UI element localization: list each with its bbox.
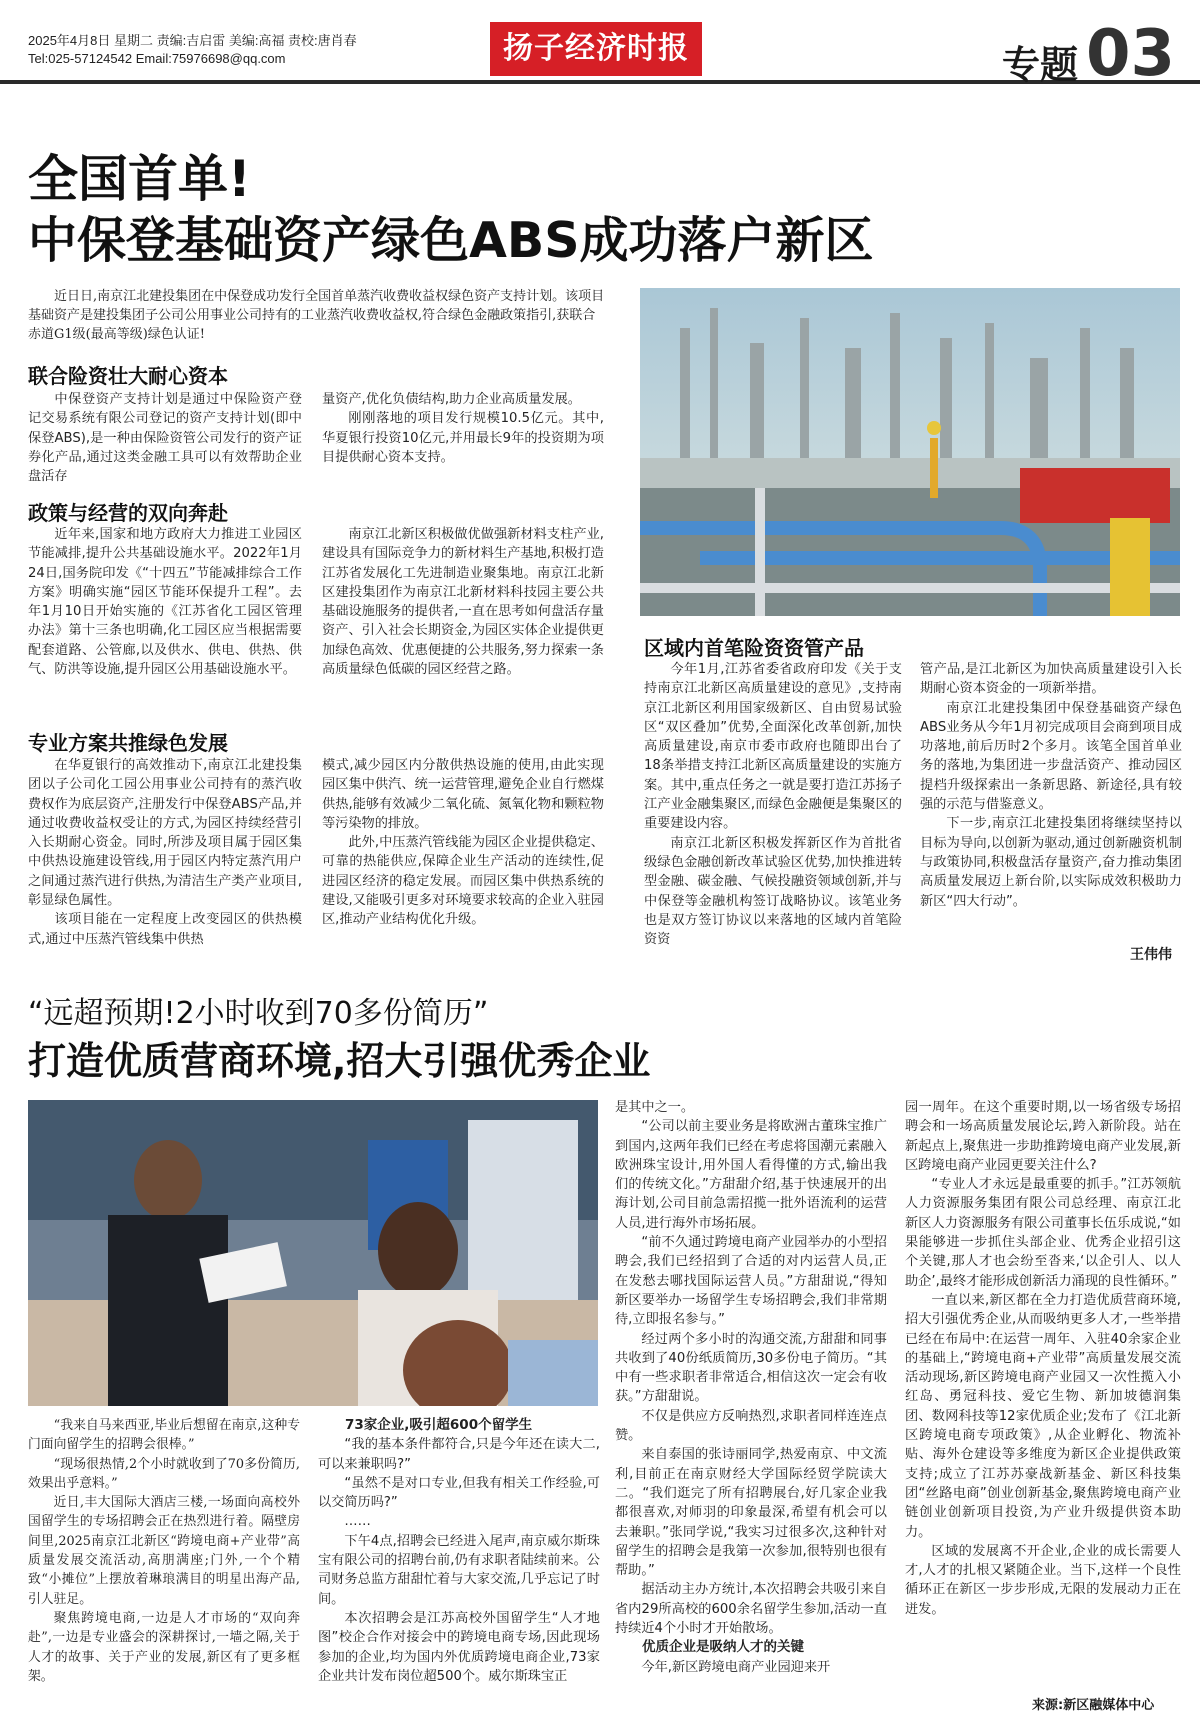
a2-col1-p2: “现场很热情,2个小时就收到了70多份简历,效果出乎意料。” [28, 1456, 300, 1491]
a2-col2 [318, 1416, 600, 1706]
article2-source: 来源:新区融媒体中心 [1032, 1698, 1155, 1713]
a2-col4-p4: 区域的发展离不开企业,企业的成长需要人才,人才的扎根又紧随企业。当下,这样一个良性循环正在新区一步步形成,无限的发展动力正在迸发。 [905, 1543, 1181, 1617]
meta-line-1: 2025年4月8日 星期二 责编:吉启雷 美编:高福 责校:唐肖春 [28, 33, 357, 48]
a2-col1 [28, 1416, 300, 1706]
s4-col2-text-a: 管产品,是江北新区为加快高质量建设引入长期耐心资本资金的一项新举措。 [920, 662, 1182, 697]
s3-col2-text-b: 此外,中压蒸汽管线能为园区企业提供稳定、可靠的热能供应,保障企业生产活动的连续性,促进园区经济的稳定发展。而园区集中供热系统的建设,又能吸引更多对环境要求较高的企业入驻园区,推动产业结构优化升级。 [322, 835, 604, 928]
s3-col2 [322, 756, 604, 966]
a2-col3-p1: 是其中之一。 [615, 1100, 695, 1115]
a2-col3-p8: 今年,新区跨境电商产业园迎来开 [641, 1659, 831, 1675]
s3-col1-text-b: 该项目能在一定程度上改变园区的供热模式,通过中压蒸汽管线集中供热 [28, 912, 302, 947]
a2-col1-p1: “我来自马来西亚,毕业后想留在南京,这种专门面向留学生的招聘会很棒。” [28, 1418, 300, 1453]
a2-col2-subhead: 73家企业,吸引超600个留学生 [345, 1417, 533, 1433]
a2-col4-p3: 一直以来,新区都在全力打造优质营商环境,招大引强优秀企业,从而吸纳更多人才,一些举措已经在布局中:在运营一周年、入驻40余家企业的基础上,“跨境电商+产业带”高质量发展交流活动现场,新区跨境电商产业园又一次性揽入小红岛、勇冠科技、爱它生物、新加坡德润集团、数网科技等12家优质企业;发布了《江北新区跨境电商专项政策》,从企业孵化、物流补贴、海外仓建设等多维度为新区企业提供政策支持;成立了江苏苏豪战新基金、新区科技集团“丝路电商”创业创新基金,聚焦跨境电商产业链创业创新项目投资,为产业升级提供资本助力。 [905, 1292, 1181, 1540]
refinery-illustration [640, 288, 1180, 616]
s2-col1-text: 近年来,国家和地方政府大力推进工业园区节能减排,提升公共基础设施水平。2022年1月24日,国务院印发《“十四五”节能减排综合工作方案》明确实施“园区节能环保提升工程”。去年1月10日开始实施的《江苏省化工园区管理办法》第十三条也明确,化工园区应当根据需要配套道路、公管廊,以及供水、供电、供热、供气、防洪等设施,提升园区公用基础设施水平。 [28, 527, 302, 678]
job-fair-illustration [28, 1100, 598, 1406]
article1-lead: 近日日,南京江北建投集团在中保登成功发行全国首单蒸汽收费收益权绿色资产支持计划。该项目基础资产是建投集团子公司公用事业公司持有的工业蒸汽收费收益权,符合绿色金融政策指引,获联合赤道G1级(最高等级)绿色认证! [28, 289, 605, 342]
job-fair-photo [28, 1100, 598, 1406]
article1-author: 王伟伟 [1130, 947, 1172, 963]
s3-col1-text-a: 在华夏银行的高效推动下,南京江北建投集团以子公司化工园公用事业公司持有的蒸汽收费权作为底层资产,注册发行中保登ABS产品,并通过收费收益权受让的方式,为园区持续经营引入长期耐心资金。同时,所涉及项目属于园区集中供热设施建设管线,用于园区内特定蒸汽用户之间通过蒸汽进行供热,为清洁生产类产业项目,彰显绿色属性。 [28, 758, 302, 909]
meta-line-2: Tel:025-57124542 Email:75976698@qq.com [28, 51, 286, 66]
a2-col4-p2: “专业人才永远是最重要的抓手。”江苏领航人力资源服务集团有限公司总经理、南京江北新区人力资源服务有限公司董事长伍乐成说,“如果能够进一步抓住头部企业、优秀企业招引这个关键,那人才也会纷至沓来,‘以企引人、以人助企’,最终才能形成创新活力涌现的良性循环。” [905, 1177, 1181, 1289]
s1-col1 [28, 390, 302, 486]
article1-subhead-2: 政策与经营的双向奔赴 [28, 501, 228, 525]
s2-col1 [28, 525, 302, 719]
s3-col2-text-a: 模式,减少园区内分散供热设施的使用,由此实现园区集中供汽、统一运营管理,避免企业自行燃煤供热,能够有效减少二氧化硫、氮氧化物和颗粒物等污染物的排放。 [322, 758, 604, 831]
a2-col3 [615, 1098, 887, 1708]
article1-subhead-4: 区域内首笔险资资管产品 [644, 636, 864, 660]
article1-subhead-3: 专业方案共推绿色发展 [28, 731, 228, 755]
a2-col3-p2: “公司以前主要业务是将欧洲古董珠宝推广到国内,这两年我们已经在考虑将国潮元素融入欧洲珠宝设计,用外国人看得懂的方式,输出我们的传统文化。”方甜甜介绍,基于快速展开的出海计划,公司目前急需招揽一批外语流利的运营人员,进行海外市场拓展。 [615, 1119, 887, 1231]
section-label: 专题 [1002, 43, 1079, 87]
a2-col3-p3: “前不久通过跨境电商产业园举办的小型招聘会,我们已经招到了合适的对内运营人员,正在发愁去哪找国际运营人员。”方甜甜说,“得知新区要举办一场留学生专场招聘会,我们非常期待,立即报名参与。” [615, 1235, 887, 1328]
a2-col3-p4: 经过两个多小时的沟通交流,方甜甜和同事共收到了40份纸质简历,30多份电子简历。“其中有一些求职者非常适合,相信这次一定会有收获。”方甜甜说。 [615, 1331, 887, 1405]
s1-col1-text: 中保登资产支持计划是通过中保险资产登记交易系统有限公司登记的资产支持计划(即中保登ABS),是一种由保险资管公司发行的资产证券化产品,通过这类金融工具可以有效帮助企业盘活存 [28, 392, 302, 485]
a2-col4 [905, 1098, 1181, 1686]
a2-col2-p3: …… [344, 1514, 371, 1530]
a2-col3-subhead: 优质企业是吸纳人才的关键 [642, 1639, 804, 1656]
s4-col1 [644, 660, 902, 960]
a2-col2-p4: 下午4点,招聘会已经进入尾声,南京威尔斯珠宝有限公司的招聘台前,仍有求职者陆续前来。公司财务总监方甜甜忙着与大家交流,几乎忘记了时间。 [318, 1533, 600, 1607]
s4-col2 [920, 660, 1182, 940]
s2-col2 [322, 525, 604, 719]
article1-title-line1: 全国首单! [28, 150, 251, 208]
article2-kicker: “远超预期!2小时收到70多份简历” [28, 996, 489, 1031]
a2-col1-p4: 聚焦跨境电商,一边是人才市场的“双向奔赴”,一边是专业盛会的深耕探讨,一墙之隔,关于人才的故事、关于产业的发展,新区有了更多框架。 [28, 1610, 300, 1684]
masthead-meta [28, 32, 357, 68]
page-number: 03 [1086, 17, 1176, 91]
a2-col3-p6: 来自泰国的张诗丽同学,热爱南京、中文流利,目前正在南京财经大学国际经贸学院读大二。“我们逛完了所有招聘展台,好几家企业我都很喜欢,对师羽的印象最深,希望有机会可以去兼职。”张同学说,“我实习过很多次,这种针对留学生的招聘会是我第一次参加,很特别也很有帮助。” [615, 1447, 887, 1579]
newspaper-logo: 扬子经济时报 [490, 22, 702, 76]
s4-col1-text-a: 今年1月,江苏省委省政府印发《关于支持南京江北新区高质量建设的意见》,支持南京江北新区利用国家级新区、自由贸易试验区“双区叠加”优势,全面深化改革创新,加快高质量建设,南京市委市政府也随即出台了18条举措支持江北新区高质量建设的实施方案。其中,重点任务之一就是要打造江苏扬子江产业金融集聚区,而绿色金融便是集聚区的重要建设内容。 [644, 662, 902, 832]
s4-col2-text-c: 下一步,南京江北建投集团将继续坚持以目标为导向,以创新为驱动,通过创新融资机制与政策协同,积极盘活存量资产,奋力推动集团高质量发展迈上新台阶,以实际成效积极助力新区“四大行动”。 [920, 816, 1182, 909]
a2-col3-p5: 不仅是供应方反响热烈,求职者同样连连点赞。 [615, 1408, 887, 1444]
s4-col1-text-b: 南京江北新区积极发挥新区作为首批省级绿色金融创新改革试验区优势,加快推进转型金融、碳金融、气候投融资领域创新,并与中保登等金融机构签订战略协议。该笔业务也是双方签订协议以来落地的区域内首笔险资资 [644, 835, 902, 948]
s4-col2-text-b: 南京江北建投集团中保登基础资产绿色ABS业务从今年1月初完成项目会商到项目成功落地,前后历时2个多月。该笔全国首单业务的落地,为集团进一步盘活资产、推动园区提档升级探索出一条新思路、新途径,具有较强的示范与借鉴意义。 [920, 700, 1182, 813]
a2-col2-p1: “我的基本条件都符合,只是今年还在读大二,可以来兼职吗?” [318, 1437, 600, 1472]
a2-col2-p2: “虽然不是对口专业,但我有相关工作经验,可以交简历吗?” [318, 1475, 600, 1511]
article1-subhead-1: 联合险资壮大耐心资本 [28, 364, 228, 388]
a2-col1-p3: 近日,丰大国际大酒店三楼,一场面向高校外国留学生的专场招聘会正在热烈进行着。隔壁房间里,2025南京江北新区“跨境电商+产业带”高质量发展交流活动,高朋满座;门外,一个个精致“小摊位”上摆放着琳琅满目的明星出海产品,引人驻足。 [28, 1495, 300, 1607]
article2-title: 打造优质营商环境,招大引强优秀企业 [28, 1039, 651, 1083]
refinery-photo [640, 288, 1180, 616]
a2-col4-p1: 园一周年。在这个重要时期,以一场省级专场招聘会和一场高质量发展论坛,跨入新阶段。站在新起点上,聚焦进一步助推跨境电商产业发展,新区跨境电商产业园更要关注什么? [905, 1100, 1181, 1173]
s1-col2-text-b: 刚刚落地的项目发行规模10.5亿元。其中,华夏银行投资10亿元,并用最长9年的投资期为项目提供耐心资本支持。 [322, 411, 604, 465]
article1-title-line2: 中保登基础资产绿色ABS成功落户新区 [28, 212, 874, 269]
s2-col2-text: 南京江北新区积极做优做强新材料支柱产业,建设具有国际竞争力的新材料生产基地,积极打造江苏省发展化工先进制造业聚集地。南京江北新区建投集团作为南京江北新材料科技园主要公共基础设施服务的提供者,一直在思考如何盘活存量资产、引入社会长期资金,为园区实体企业提供更加绿色高效、优惠便捷的公共服务,努力探索一条高质量绿色低碳的园区经营之路。 [322, 527, 604, 678]
a2-col3-p7: 据活动主办方统计,本次招聘会共吸引来自省内29所高校的600余名留学生参加,活动一直持续近4个小时才开始散场。 [615, 1582, 887, 1637]
s3-col1 [28, 756, 302, 966]
a2-col2-p5: 本次招聘会是江苏高校外国留学生“人才地图”校企合作对接会中的跨境电商专场,因此现场参加的企业,均为国内外优质跨境电商企业,73家企业共计发布岗位超500个。威尔斯珠宝正 [318, 1610, 600, 1684]
s1-col2 [322, 390, 604, 486]
s1-col2-text-a: 量资产,优化负债结构,助力企业高质量发展。 [322, 392, 581, 407]
